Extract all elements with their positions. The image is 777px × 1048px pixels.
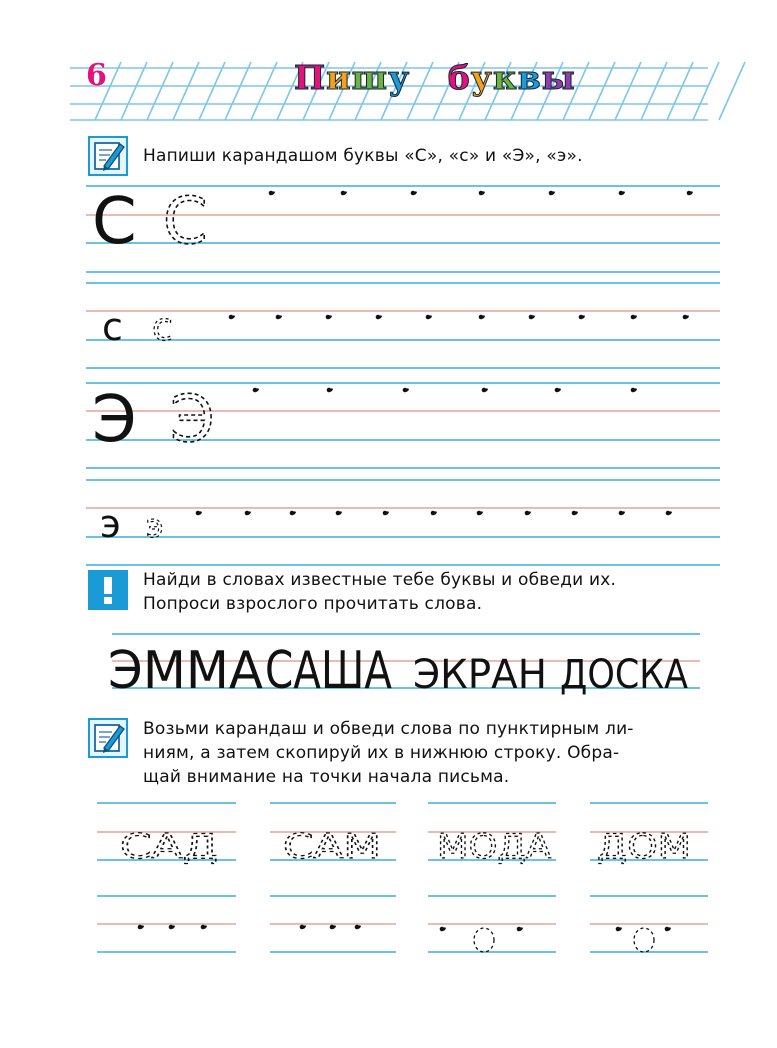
start-dot (376, 315, 381, 320)
letter-big-s: С (92, 185, 137, 259)
start-dot (555, 388, 560, 393)
start-dot (169, 925, 174, 930)
start-dot (549, 191, 554, 196)
start-dot (330, 925, 335, 930)
start-dot (326, 315, 331, 320)
start-dot (383, 511, 388, 516)
task2-instruction-line1: Найди в словах известные тебе буквы и обведи их. (143, 570, 617, 590)
start-dot (479, 315, 484, 320)
task3-instruction-line2: ниям, а затем скопируй их в нижнюю строку. Обра- (143, 743, 620, 763)
word-ekran: ЭКРАН (413, 652, 547, 698)
start-dot (631, 388, 636, 393)
letter-big-e-dotted: Э (170, 383, 215, 457)
start-dot (477, 511, 482, 516)
letter-big-s-dotted: С (163, 185, 208, 259)
letter-small-s: с (102, 305, 123, 349)
letter-big-e: Э (92, 383, 137, 457)
start-dot (355, 925, 360, 930)
start-dot (201, 925, 206, 930)
start-dot (525, 511, 530, 516)
start-dot (196, 511, 201, 516)
task3-words (120, 827, 691, 867)
letter-row-small-s (102, 305, 173, 349)
start-dot (229, 315, 234, 320)
word-sad-dotted: САД (120, 827, 218, 867)
page-number: 6 (86, 58, 107, 93)
start-dot (631, 315, 636, 320)
start-dot (403, 388, 408, 393)
start-dot (411, 191, 416, 196)
start-dot (619, 191, 624, 196)
start-dot (341, 191, 346, 196)
start-dot (579, 315, 584, 320)
word-dom-dotted: ДОМ (597, 827, 691, 867)
start-dot (517, 927, 522, 932)
task2-words (108, 641, 689, 701)
title-word-2: буквы (447, 58, 576, 97)
start-dot (683, 315, 688, 320)
letter-row-big-s (92, 185, 208, 259)
dotted-o-marks (474, 928, 654, 952)
start-dot (665, 927, 670, 932)
letter-row-big-e (92, 383, 215, 457)
start-dot (245, 511, 250, 516)
start-dot (440, 927, 445, 932)
start-dot (300, 925, 305, 930)
start-dot (687, 191, 692, 196)
start-dot (327, 388, 332, 393)
start-dot (336, 511, 341, 516)
start-dot (616, 927, 621, 932)
task1-instruction: Напиши карандашом буквы «С», «с» и «Э», «э». (143, 146, 583, 166)
task2-instruction-line2: Попроси взрослого прочитать слова. (143, 594, 483, 614)
start-dot (138, 925, 143, 930)
start-dot (290, 511, 295, 516)
start-dot (426, 315, 431, 320)
word-sasha: САША (265, 641, 393, 701)
start-dot (276, 315, 281, 320)
start-dot (529, 315, 534, 320)
word-sam-dotted: САМ (283, 827, 381, 867)
start-dot (482, 388, 487, 393)
start-dot (253, 388, 258, 393)
task3-instruction-line3: щай внимание на точки начала письма. (143, 767, 510, 787)
word-moda-dotted: МОДА (437, 827, 551, 867)
letter-small-e-dotted: э (146, 507, 164, 545)
start-dot (619, 511, 624, 516)
task3-instruction-line1: Возьми карандаш и обведи слова по пунктирным ли- (143, 719, 634, 739)
start-dot (666, 511, 671, 516)
word-emma: ЭММА (108, 641, 264, 701)
word-doska: ДОСКА (560, 652, 689, 698)
letter-small-e: э (100, 502, 121, 546)
start-dot (431, 511, 436, 516)
title-word-1: Пишу (294, 58, 411, 97)
letter-small-s-dotted: с (152, 305, 173, 349)
letter-row-small-e (100, 502, 164, 546)
start-dot (572, 511, 577, 516)
start-dot (269, 191, 274, 196)
start-dot (479, 191, 484, 196)
